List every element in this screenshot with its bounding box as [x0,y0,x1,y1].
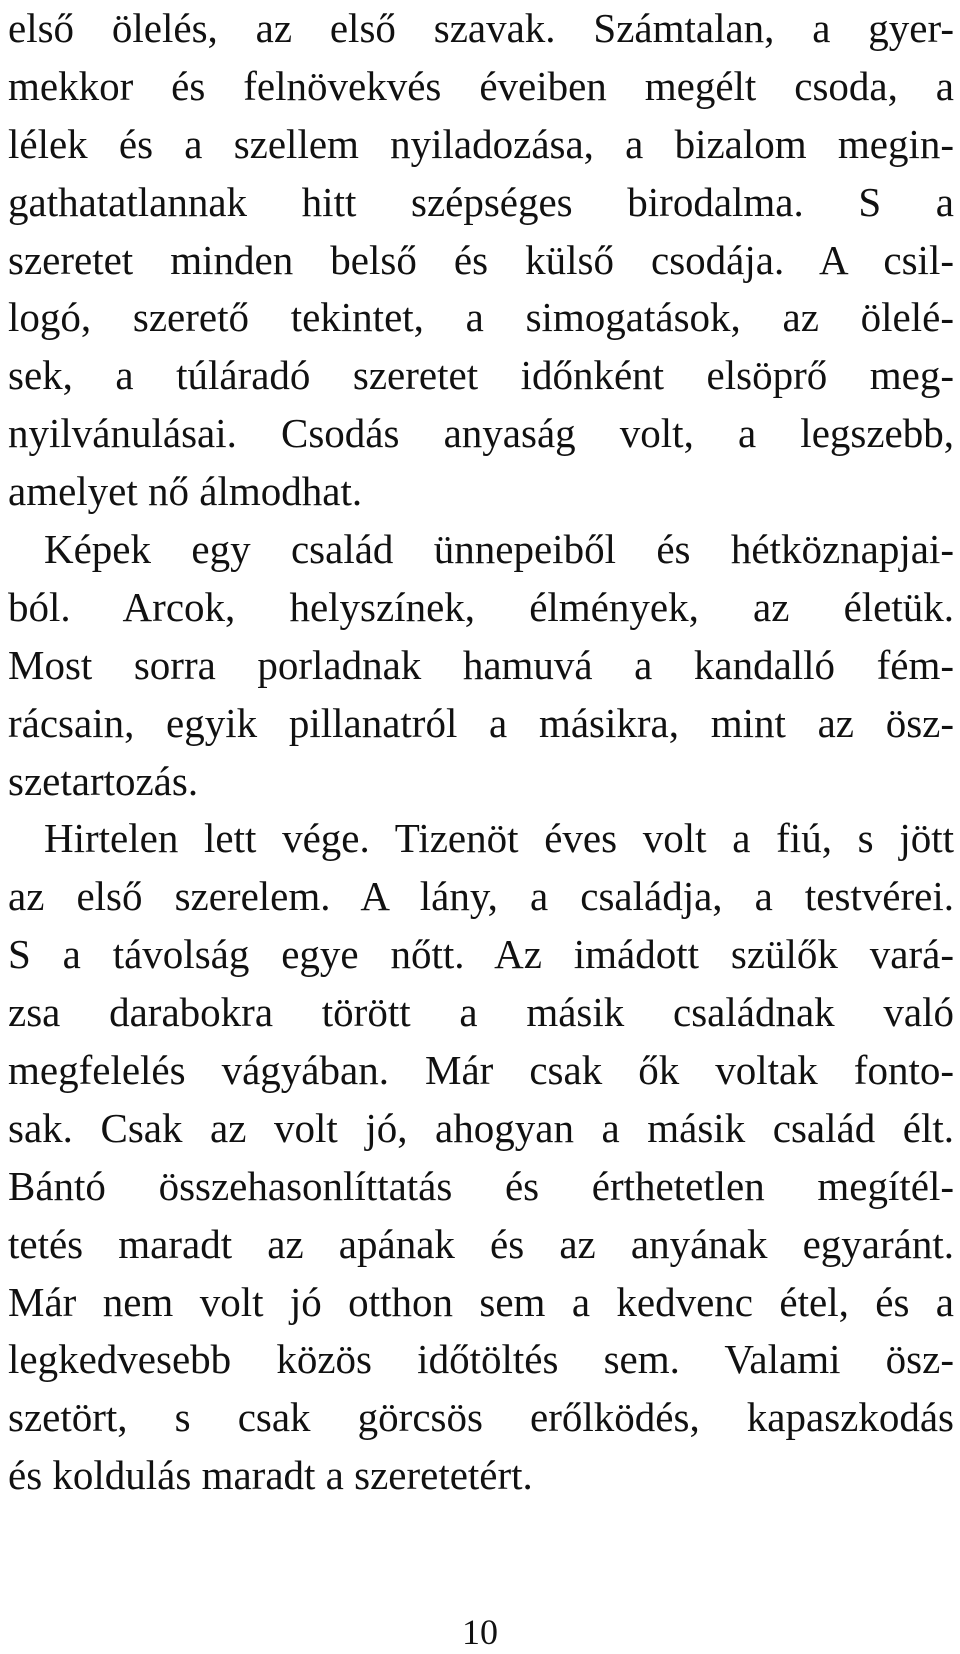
text-line: Bántó összehasonlíttatás és érthetetlen megítél- [8,1162,954,1209]
text-line: Most sorra porladnak hamuvá a kandalló fém- [8,641,954,688]
text-line: szeretet minden belső és külső csodája. A csil- [8,236,954,283]
text-line: logó, szerető tekintet, a simogatások, az ölelé- [8,294,954,341]
text-line: nyilvánulásai. Csodás anyaság volt, a legszebb, [8,410,954,457]
text-line: első ölelés, az első szavak. Számtalan, a gyer- [8,5,954,51]
text-line: tetés maradt az apának és az anyának egyaránt. [8,1220,954,1267]
text-line: megfelelés vágyában. Már csak ők voltak fonto- [8,1047,954,1094]
page-number: 10 [462,1612,498,1652]
text-line: S a távolság egye nőtt. Az imádott szülők vará- [8,931,954,978]
text-line: amelyet nő álmodhat. [8,468,363,515]
text-line: szetartozás. [8,757,199,804]
text-line: mekkor és felnövekvés éveiben megélt csoda, a [8,62,954,109]
text-line: Hirtelen lett vége. Tizenöt éves volt a fiú, s jött [44,815,954,862]
text-line: legkedvesebb közös időtöltés sem. Valami ösz- [8,1336,954,1383]
text-line: szetört, s csak görcsös erőlködés, kapaszkodás [8,1394,954,1441]
text-line: gathatatlannak hitt szépséges birodalma. S a [8,178,954,225]
text-line: Már nem volt jó otthon sem a kedvenc étel, és a [8,1278,954,1325]
text-line: az első szerelem. A lány, a családja, a testvérei. [8,873,954,920]
text-line: rácsain, egyik pillanatról a másikra, mint az ösz- [8,699,954,746]
text-line: zsa darabokra törött a másik családnak való [8,989,954,1036]
text-line: és koldulás maradt a szeretetért. [8,1452,533,1499]
text-line: lélek és a szellem nyiladozása, a bizalom megin- [8,120,954,167]
text-line: ból. Arcok, helyszínek, élmények, az életük. [8,583,954,630]
body-text [8,0,954,1505]
text-line: sak. Csak az volt jó, ahogyan a másik család élt. [8,1104,954,1151]
text-line: sek, a túláradó szeretet időnként elsöprő meg- [8,352,954,399]
text-line: Képek egy család ünnepeiből és hétköznapjai- [44,526,954,573]
